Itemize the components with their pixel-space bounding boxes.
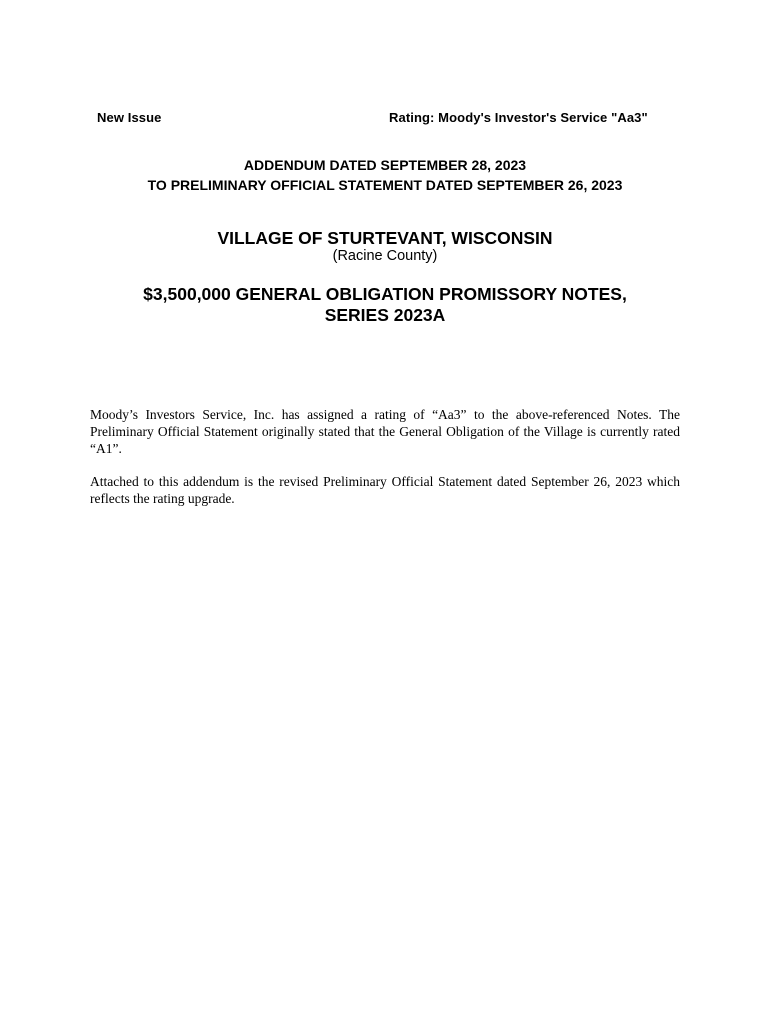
attachment-paragraph: Attached to this addendum is the revised Preliminary Official Statement dated September 26, 2023 which reflects the rating upgrade. [90, 474, 680, 506]
issue-title-line1: $3,500,000 GENERAL OBLIGATION PROMISSORY NOTES, [143, 284, 627, 304]
rating-label: Rating: Moody's Investor's Service "Aa3" [389, 110, 648, 125]
issuer-name: VILLAGE OF STURTEVANT, WISCONSIN [217, 228, 553, 248]
rating-paragraph: Moody’s Investors Service, Inc. has assigned a rating of “Aa3” to the above-referenced Notes. The Preliminary Official Statement originally stated that the General Obligation of the Village is currently rated “A1”. [90, 407, 680, 456]
addendum-title: ADDENDUM DATED SEPTEMBER 28, 2023 [243, 157, 527, 173]
new-issue-label: New Issue [97, 110, 162, 125]
issuer-county: (Racine County) [332, 248, 438, 264]
addendum-subtitle: TO PRELIMINARY OFFICIAL STATEMENT DATED SEPTEMBER 26, 2023 [147, 177, 623, 193]
issue-title-line2: SERIES 2023A [324, 305, 446, 325]
